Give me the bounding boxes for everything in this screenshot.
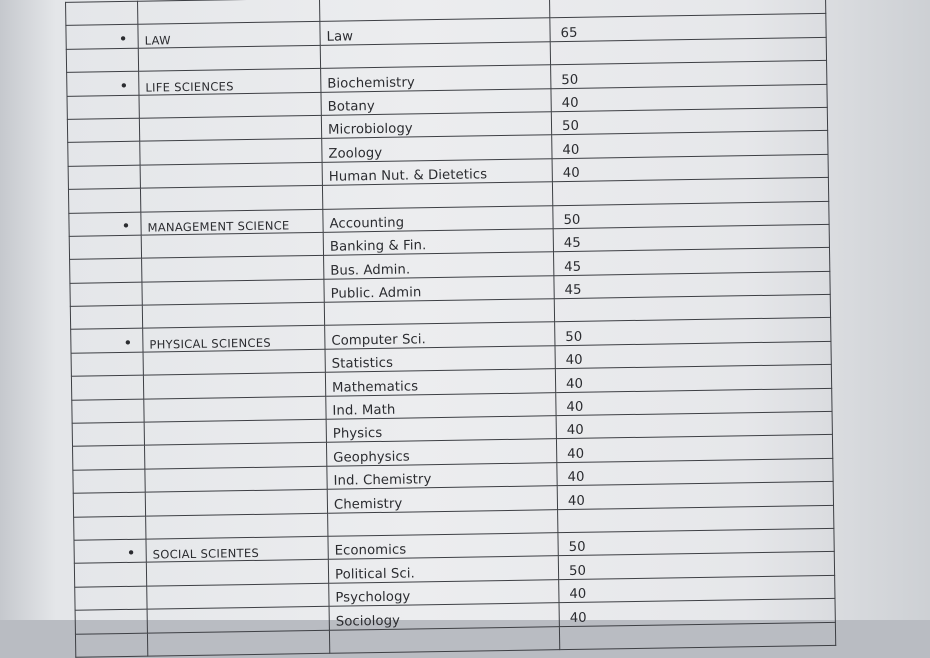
cutoff-score: 50 (558, 552, 834, 580)
faculty-name: MANAGEMENT SCIENCE (141, 209, 323, 235)
course-name: Psychology (329, 579, 559, 606)
course-name: Ind. Math (326, 392, 556, 419)
faculty-name: PHYSICAL SCIENCES (143, 326, 325, 352)
course-name: Political Sci. (328, 556, 558, 583)
course-name: Physics (326, 416, 556, 443)
course-name: Mathematics (325, 369, 555, 396)
faculty-name (139, 92, 321, 118)
cutoff-score: 40 (559, 598, 835, 626)
bullet-cell (68, 142, 140, 167)
bullet-cell (75, 586, 147, 611)
bullet-cell (74, 563, 146, 588)
course-name: Sociology (329, 603, 559, 630)
bullet-cell (68, 188, 140, 213)
bullet-cell (74, 516, 146, 541)
faculty-name: LIFE SCIENCES (139, 69, 321, 95)
course-name: Economics (328, 533, 558, 560)
bullet-cell: • (66, 25, 138, 50)
cutoff-score: 50 (551, 107, 827, 135)
cutoff-score: 40 (557, 458, 833, 486)
cutoff-score: 40 (551, 84, 827, 112)
faculty-cell (146, 513, 328, 539)
cutoff-score: 50 (555, 318, 831, 346)
faculty-cell (138, 0, 320, 25)
cutoff-score: 45 (554, 248, 830, 276)
course-name: Banking & Fin. (323, 229, 553, 256)
cutoff-score: 40 (552, 131, 828, 159)
bullet-cell (70, 282, 142, 307)
bullet-cell (67, 118, 139, 143)
cutoff-score: 65 (550, 14, 826, 42)
course-cell (329, 626, 559, 653)
bullet-cell (73, 446, 145, 471)
cutoff-score: 40 (556, 411, 832, 439)
bullet-cell: • (69, 212, 141, 237)
faculty-name (145, 466, 327, 492)
faculty-name: LAW (138, 22, 320, 48)
faculty-name (144, 396, 326, 422)
faculty-name (142, 256, 324, 282)
faculty-name (144, 419, 326, 445)
faculty-name (147, 606, 329, 632)
bullet-cell (73, 492, 145, 517)
cutoff-score: 50 (551, 61, 827, 89)
faculty-name (143, 373, 325, 399)
cutoff-score: 40 (559, 575, 835, 603)
faculty-name (142, 279, 324, 305)
faculty-name (146, 560, 328, 586)
table-body (66, 0, 836, 657)
course-name: Human Nut. & Dietetics (322, 158, 552, 185)
cutoff-score: 40 (555, 365, 831, 393)
bullet-cell (71, 375, 143, 400)
cutoff-score: 50 (553, 201, 829, 229)
cutoff-score: 40 (556, 435, 832, 463)
bullet-cell (66, 48, 138, 73)
faculty-name (144, 443, 326, 469)
bullet-cell: • (67, 71, 139, 96)
bullet-cell (72, 422, 144, 447)
course-name: Ind. Chemistry (327, 462, 557, 489)
cutoff-score: 40 (557, 482, 833, 510)
cutoff-score: 45 (553, 224, 829, 252)
course-name: Accounting (323, 205, 553, 232)
course-name: Bus. Admin. (324, 252, 554, 279)
bullet-cell (75, 633, 147, 658)
bullet-cell: • (71, 329, 143, 354)
bullet-cell (72, 399, 144, 424)
cutoff-score: 50 (558, 528, 834, 556)
faculty-cell (142, 302, 324, 328)
bullet-cell (70, 305, 142, 330)
cutoff-sheet (35, 0, 845, 642)
bullet-cell (66, 1, 138, 26)
bullet-cell: • (74, 539, 146, 564)
cutoff-table (65, 0, 836, 658)
course-name: Law (320, 18, 550, 45)
course-name: Geophysics (326, 439, 556, 466)
bullet-cell (73, 469, 145, 494)
cutoff-score: 40 (555, 341, 831, 369)
bullet-cell (75, 609, 147, 634)
bullet-cell (68, 165, 140, 190)
bullet-cell (67, 95, 139, 120)
cutoff-score: 45 (554, 271, 830, 299)
course-name: Chemistry (327, 486, 557, 513)
faculty-name (147, 583, 329, 609)
course-name: Zoology (322, 135, 552, 162)
faculty-cell (138, 45, 320, 71)
bullet-cell (71, 352, 143, 377)
course-name: Computer Sci. (325, 322, 555, 349)
faculty-name (141, 232, 323, 258)
faculty-name (145, 489, 327, 515)
course-name: Statistics (325, 346, 555, 373)
course-name: Public. Admin (324, 275, 554, 302)
course-name: Biochemistry (321, 65, 551, 92)
faculty-cell (140, 185, 322, 211)
course-name: Microbiology (321, 112, 551, 139)
faculty-name (139, 115, 321, 141)
faculty-name (140, 139, 322, 165)
course-name: Botany (321, 88, 551, 115)
cutoff-score: 40 (552, 154, 828, 182)
cutoff-score: 40 (556, 388, 832, 416)
score-cell (559, 622, 835, 650)
bullet-cell (69, 235, 141, 260)
faculty-name: SOCIAL SCIENTES (146, 536, 328, 562)
faculty-name (140, 162, 322, 188)
faculty-name (143, 349, 325, 375)
bullet-cell (70, 258, 142, 283)
faculty-cell (147, 630, 329, 656)
